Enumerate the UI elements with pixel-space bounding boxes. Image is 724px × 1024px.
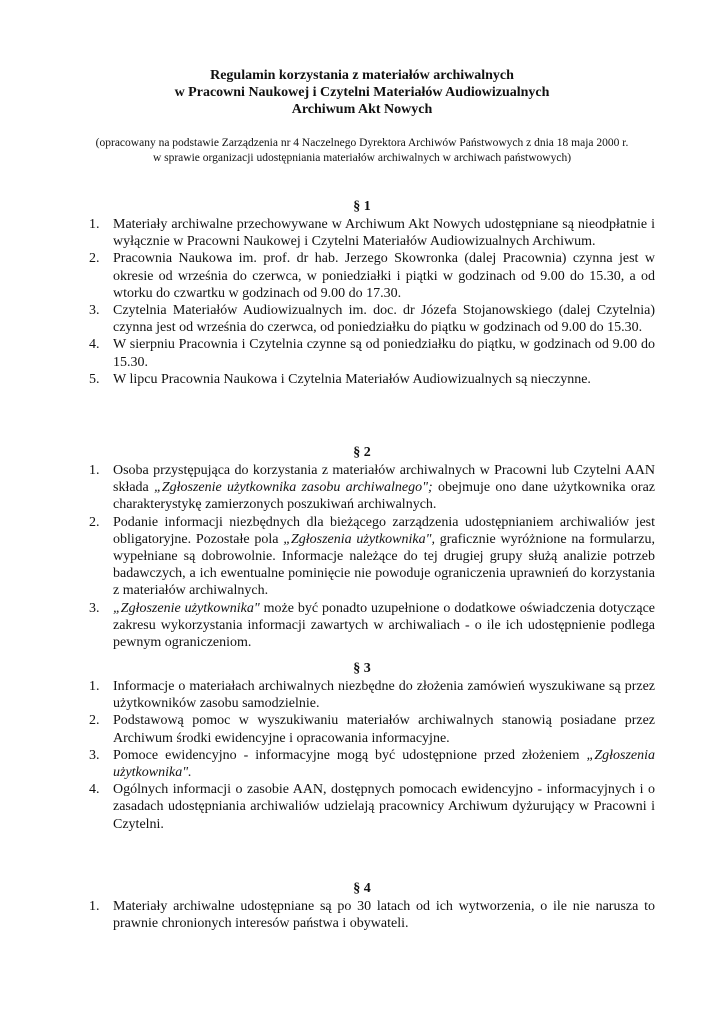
list-item: 2. Podanie informacji niezbędnych dla bieżącego zarządzenia udostępnianiem archiwaliów jest obligatoryjne. Pozostałe pola „Zgłoszenia użytkownika", graficznie wyróżnione na formularzu, wypełniane są dobrowolnie. Informacje należące do tej drugiej grupy służą analizie potrzeb badawczych, a ich ewentualne pominięcie nie powoduje ograniczenia uprawnień do korzystania z materiałów archiwalnych. [89, 514, 655, 599]
document-title [0, 67, 724, 118]
section-4-list [89, 898, 655, 932]
section-2-heading: § 2 [353, 445, 371, 460]
section-1-list [89, 216, 655, 388]
list-item: 4. Ogólnych informacji o zasobie AAN, dostępnych pomocach ewidencyjno - informacyjnych i o zasadach udostępniania archiwaliów udzielają pracownicy Archiwum dyżurujący w Pracowni i Czytelni. [89, 782, 655, 832]
list-item: 3. Pomoce ewidencyjno - informacyjne mogą być udostępnione przed złożeniem „Zgłoszenia użytkownika". [89, 747, 655, 781]
section-3-list [89, 678, 655, 833]
list-item: 4. W sierpniu Pracownia i Czytelnia czynne są od poniedziałku do piątku, w godzinach od 9.00 do 15.30. [89, 337, 655, 370]
list-item: 5. W lipcu Pracownia Naukowa i Czytelnia Materiałów Audiowizualnych są nieczynne. [89, 371, 591, 387]
title-line-1: Regulamin korzystania z materiałów archiwalnych [210, 68, 514, 83]
list-item: 2. Pracownia Naukowa im. prof. dr hab. Jerzego Skowronka (dalej Pracownia) czynna jest w okresie od września do czerwca, w poniedziałki i piątki w godzinach od 9.00 do 15.30, a od wtorku do czwartku w godzinach od 9.00 do 17.30. [89, 251, 655, 301]
section-2-list [89, 462, 656, 651]
subtitle-line-2: w sprawie organizacji udostępniania materiałów archiwalnych w archiwach państwowych) [152, 152, 572, 164]
list-item: 1. Materiały archiwalne przechowywane w Archiwum Akt Nowych udostępniane są nieodpłatnie i wyłącznie w Pracowni Naukowej i Czytelni Materiałów Audiowizualnych Archiwum. [89, 217, 655, 250]
title-line-3: Archiwum Akt Nowych [291, 102, 433, 117]
document-subtitle [40, 136, 684, 166]
section-3-heading: § 3 [353, 661, 371, 676]
list-item: 2. Podstawową pomoc w wyszukiwaniu materiałów archiwalnych stanowią posiadane przez Archiwum środki ewidencyjne i opracowania informacyjne. [89, 713, 655, 746]
list-item: 3. Czytelnia Materiałów Audiowizualnych im. doc. dr Józefa Stojanowskiego (dalej Czytelnia) czynna jest od września do czerwca, od poniedziałku do piątku w godzinach od 9.00 do 15.30. [89, 303, 655, 336]
list-item: 3. „Zgłoszenie użytkownika" może być ponadto uzupełnione o dodatkowe oświadczenia dotyczące zakresu wykorzystania informacji zawartych w archiwaliach - o ile ich udostępnienie podlega pewnym ograniczeniom. [89, 600, 655, 651]
section-1-heading: § 1 [353, 199, 371, 214]
list-item: 1. Materiały archiwalne udostępniane są po 30 latach od ich wytworzenia, o ile nie narusza to prawnie chronionych interesów państwa i obywateli. [89, 899, 655, 932]
list-item: 1. Informacje o materiałach archiwalnych niezbędne do złożenia zamówień wyszukiwane są przez użytkowników zasobu samodzielnie. [89, 679, 655, 712]
section-4-heading: § 4 [353, 881, 371, 896]
list-item: 1. Osoba przystępująca do korzystania z materiałów archiwalnych w Pracowni lub Czytelni AAN składa „Zgłoszenie użytkownika zasobu archiwalnego"; obejmuje ono dane użytkownika oraz charakterystykę zamierzonych poszukiwań archiwalnych. [89, 463, 656, 513]
subtitle-line-1: (opracowany na podstawie Zarządzenia nr 4 Naczelnego Dyrektora Archiwów Państwowych z dnia 18 maja 2000 r. [95, 137, 629, 149]
title-line-2: w Pracowni Naukowej i Czytelni Materiałów Audiowizualnych [174, 85, 550, 100]
